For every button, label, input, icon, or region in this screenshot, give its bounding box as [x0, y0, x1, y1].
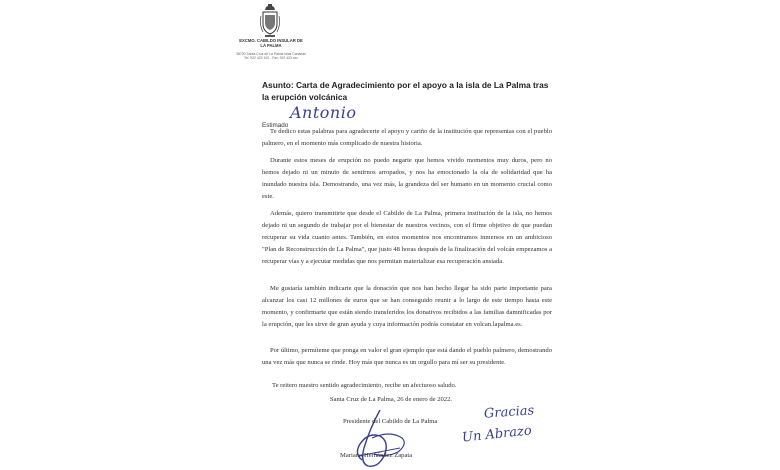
coat-of-arms-icon: [259, 4, 281, 38]
signer-title: Presidente del Cabildo de La Palma: [343, 418, 438, 425]
handwritten-note-thanks: Gracias: [483, 403, 535, 422]
paragraph-2: Durante estos meses de erupción no puedo negarte que hemos vivido momentos muy duros, pero no hemos dejado ni un minuto de sentirnos arropados, y nos ha emocionado la ola de solidaridad que ha inundado nuestra isla. Demostrando, una vez más, la grandeza del ser humano en un momento crucial como este.: [262, 157, 552, 200]
paragraph-4: Me gustaría también indicarte que la donación que nos han hecho llegar ha sido parte importante para alcanzar los casi 12 millones de euros que se han conseguido reunir a lo largo de este tiempo hasta este momento, y confirmarte que están siendo transferidos los donativos recibidos a las familias damnificadas por la erupción, que les sirve de gran ayuda y cuya información podrás constatar en volcan.lapalma.es.: [262, 285, 552, 328]
handwritten-name: Antonio: [290, 103, 357, 122]
signer-name: Mariano Hernández Zapata: [340, 452, 413, 459]
institution-address: 38700 Santa Cruz de La Palma Islas Canarias Tel. 922 423 100 - Fax: 922 423 xxx: [236, 52, 306, 61]
paragraph-1: Te dedico estas palabras para agradecerte el apoyo y cariño de la institución que representas con el pueblo palmero, en el momento más complicado de nuestra historia.: [262, 128, 552, 147]
paragraph-3: Además, quiero transmitirte que desde el Cabildo de La Palma, primera institución de la isla, no hemos dejado ni un segundo de trabajar por el bienestar de nuestros vecinos, con el firme objetivo de que puedan recuperar su vida cuanto antes. También, en estos momentos nos encontramos inmersos en un ambicioso "Plan de Reconstrucción de La Palma", que justo 48 horas después de la finalización del volcán empezamos a recuperar vías y a ejecutar medidas que nos permitan materializar esa recuperación ansiada.: [262, 210, 552, 265]
institution-name: EXCMO. CABILDO INSULAR DE LA PALMA: [239, 38, 303, 48]
handwritten-note-hug: Un Abrazo: [461, 423, 533, 446]
salutation: Estimado: [262, 122, 289, 129]
letter-subject: Asunto: Carta de Agradecimiento por el apoyo a la isla de La Palma tras la erupción volcánica: [262, 80, 549, 102]
closing-line: Te reitero nuestro sentido agradecimiento, recibe un afectuoso saludo.: [272, 382, 457, 389]
paragraph-5: Por último, permíteme que ponga en valor el gran ejemplo que está dando el pueblo palmero, demostrando una vez más que nunca se rinde. Hoy más que nunca es un orgullo para mí ser su presidente.: [262, 347, 552, 366]
place-date: Santa Cruz de La Palma, 26 de enero de 2022.: [329, 396, 453, 403]
